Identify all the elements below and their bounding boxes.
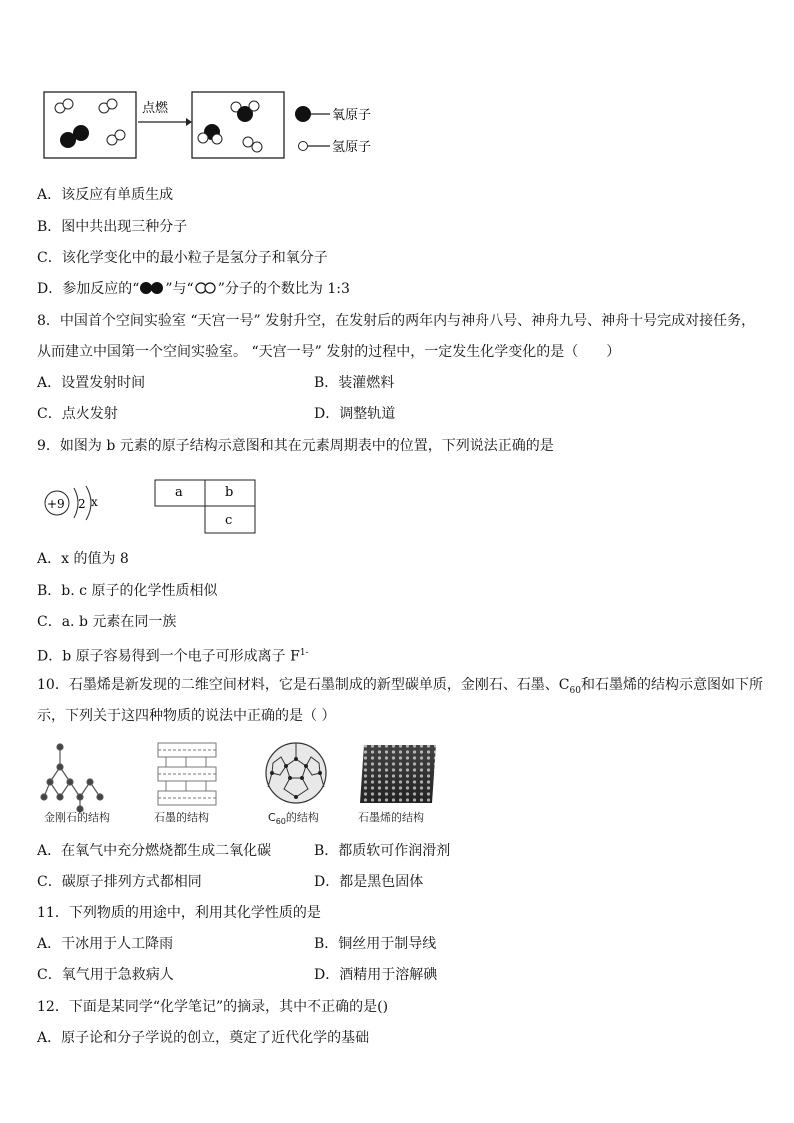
carbon-structures-figure — [40, 737, 450, 829]
q8-stem-line2: 从而建立中国第一个空间实验室。 “天宫一号” 发射的过程中，一定发生化学变化的是（ ） — [37, 344, 621, 360]
legend-oxygen-label: 氧原子 — [332, 108, 372, 123]
q8-option-c: C．点火发射 — [37, 406, 118, 422]
q9-option-a: A．x 的值为 8 — [37, 551, 129, 567]
q7-option-a: A．该反应有单质生成 — [37, 187, 174, 203]
graphite-structure-image — [158, 743, 216, 805]
graphene-structure-image — [360, 745, 436, 803]
q10-stem-line2: 示，下列关于这四种物质的说法中正确的是（ ） — [37, 708, 336, 724]
legend-oxygen-icon — [295, 106, 311, 122]
q10-option-d: D．都是黑色固体 — [314, 874, 424, 890]
nucleus-charge: +9 — [47, 497, 65, 511]
reactants-box — [44, 92, 136, 158]
atomic-structure-diagram — [40, 480, 120, 528]
q11-option-b: B．铜丝用于制导线 — [314, 936, 437, 952]
shell2-electrons: x — [91, 495, 98, 509]
q11-option-a: A．干冰用于人工降雨 — [37, 936, 174, 952]
q10-option-b: B．都质软可作润滑剂 — [314, 843, 451, 859]
q10-option-c: C．碳原子排列方式都相同 — [37, 874, 202, 890]
shell1-electrons: 2 — [78, 497, 86, 511]
legend-hydrogen-label: 氢原子 — [332, 140, 372, 155]
q9-stem: 9．如图为 b 元素的原子结构示意图和其在元素周期表中的位置，下列说法正确的是 — [37, 438, 554, 454]
q12-stem: 12．下面是某同学“化学笔记”的摘录，其中不正确的是() — [37, 999, 389, 1015]
periodic-table-fragment — [154, 479, 258, 535]
q10-stem-line1: 10．石墨烯是新发现的二维空间材料，它是石墨制成的新型碳单质，金刚石、石墨、$C_{60}$和石墨烯的结构示意图如下所 — [37, 677, 763, 696]
cell-b: b — [225, 485, 234, 500]
q8-stem-line1: 8．中国首个空间实验室 “天宫一号” 发射升空，在发射后的两年内与神舟八号、神舟九号、神舟十号完成对接任务， — [37, 313, 756, 329]
h2-molecule-icon — [194, 281, 218, 295]
cell-a: a — [175, 485, 183, 500]
q8-option-a: A．设置发射时间 — [37, 375, 146, 391]
q11-option-d: D．酒精用于溶解碘 — [314, 967, 438, 983]
q8-option-d: D．调整轨道 — [314, 406, 396, 422]
q8-option-b: B．装灌燃料 — [314, 375, 395, 391]
caption-diamond: 金刚石的结构 — [44, 811, 110, 824]
q9-option-b: B．b. c 原子的化学性质相似 — [37, 583, 218, 599]
q12-option-a: A．原子论和分子学说的创立，奠定了近代化学的基础 — [37, 1030, 370, 1046]
caption-graphene: 石墨烯的结构 — [358, 811, 424, 824]
cell-c: c — [225, 513, 233, 528]
c60-structure-image — [266, 743, 326, 803]
q7-option-d: D．参加反应的“ ”与“ ”分子的个数比为 1:3 — [37, 281, 350, 297]
q11-stem: 11．下列物质的用途中，利用其化学性质的是 — [37, 905, 321, 921]
q9-option-d: D．b 原子容易得到一个电子可形成离子 $F^{1-}$ — [37, 648, 309, 665]
caption-graphite: 石墨的结构 — [154, 811, 209, 824]
q9-option-c: C．a. b 元素在同一族 — [37, 614, 177, 630]
legend-hydrogen-icon — [299, 142, 308, 151]
arrow-label: 点燃 — [142, 101, 169, 116]
q10-option-a: A．在氧气中充分燃烧都生成二氧化碳 — [37, 843, 272, 859]
caption-c60: $C_{60}$的结构 — [268, 811, 319, 826]
reaction-diagram — [40, 88, 400, 166]
q7-option-b: B．图中共出现三种分子 — [37, 219, 188, 235]
q11-option-c: C．氧气用于急救病人 — [37, 967, 174, 983]
q7-option-c: C．该化学变化中的最小粒子是氢分子和氧分子 — [37, 250, 328, 266]
diamond-structure-image — [41, 744, 103, 812]
o2-molecule-icon — [139, 281, 165, 295]
